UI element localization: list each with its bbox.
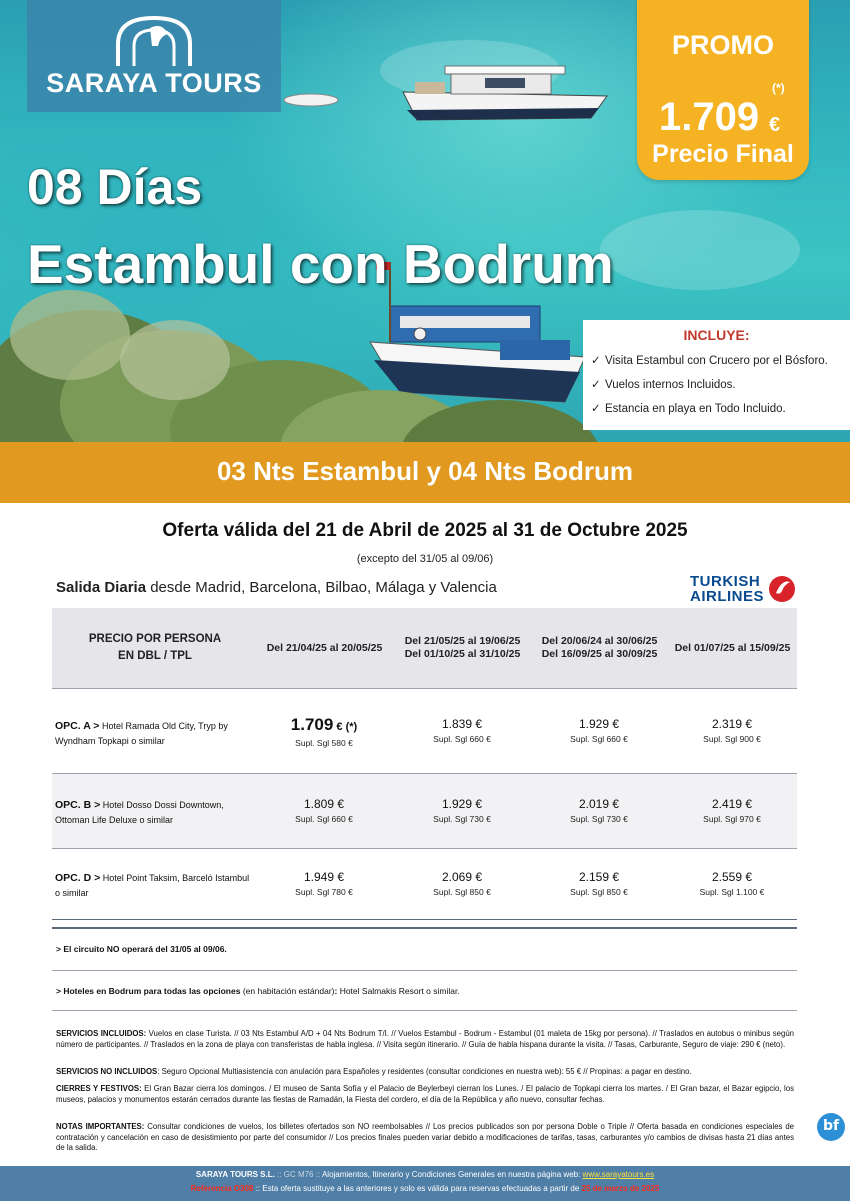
important-notes: NOTAS IMPORTANTES: Consultar condiciones de vuelos, los billetes ofertados son NO reembolsables // Los precios publicados son por persona Doble o Triple // Oferta basada en condiciones especiales de contratación y cancelación en caso de desistimiento por parte del consumidor // Los precios finales pueden variar debido a modificaciones de tarifas, tasas, carburantes y/o cambios de divisas hasta 21 días antes de la salida.: [56, 1122, 794, 1153]
check-icon: ✓: [591, 403, 601, 415]
option-hotels: OPC. B > Hotel Dosso Dossi Downtown, Ottoman Life Deluxe o similar: [55, 799, 224, 825]
header-period-3: Del 20/06/24 al 30/06/25 Del 16/09/25 al 30/09/25: [541, 635, 658, 660]
hero-image: [0, 0, 850, 442]
footer-line-2: Referencia O308 :: Esta oferta sustituye a las anteriores y solo es válida para reservas efectuadas a partir de 25 de marzo de 2025: [190, 1184, 660, 1193]
departure-info: Salida Diaria desde Madrid, Barcelona, Bilbao, Málaga y Valencia: [56, 579, 497, 596]
offer-validity: Oferta válida del 21 de Abril de 2025 al 31 de Octubre 2025: [162, 520, 688, 541]
forest-foreground: [0, 290, 680, 442]
check-icon: ✓: [591, 355, 601, 367]
price-cell: 2.069 € Supl. Sgl 850 €: [433, 870, 491, 897]
price-cell: 1.809 € Supl. Sgl 660 €: [295, 797, 353, 824]
boat-illustration: [395, 52, 615, 130]
airline-name-line2: AIRLINES: [690, 588, 765, 605]
includes-item: ✓ Visita Estambul con Crucero por el Bósforo.: [591, 355, 828, 367]
services-included: SERVICIOS INCLUIDOS: Vuelos en clase Turista. // 03 Nts Estambul A/D + 04 Nts Bodrum T/I. // Vuelos Estambul - Bodrum - Estambul (01 maleta de 15kg por persona). // Traslados en autobus o minibus según número de participantes. // Traslados en la zona de playa con transferistas de habla inglesa. // Visita según itinerario. // Guía de habla hispana durante la visita. // Tasas, Carburante, Seguro de viaje: 290 € (neto).: [56, 1029, 795, 1049]
circuit-note: > El circuito NO operará del 31/05 al 09/06.: [56, 944, 227, 954]
header-period-4: Del 01/07/25 al 15/09/25: [674, 641, 791, 654]
header-period-2: Del 21/05/25 al 19/06/25 Del 01/10/25 al 31/10/25: [404, 635, 521, 660]
water-highlight: [600, 210, 800, 290]
table-row: [52, 689, 797, 774]
option-hotels: OPC. D > Hotel Point Taksim, Barceló Istambul o similar: [55, 872, 250, 898]
nights-banner: [0, 442, 850, 503]
page-title-destination: Estambul con Bodrum: [27, 233, 614, 295]
price-cell: 2.019 € Supl. Sgl 730 €: [570, 797, 628, 824]
table-row: [52, 849, 797, 920]
promo-asterisk: (*): [772, 81, 785, 95]
table-row: [52, 774, 797, 849]
price-cell: 1.839 € Supl. Sgl 660 €: [433, 717, 491, 744]
promo-label: PROMO: [671, 30, 774, 60]
includes-heading: INCLUYE:: [683, 327, 750, 343]
dinghy-illustration: [282, 92, 340, 108]
promo-currency: €: [769, 114, 781, 136]
services-not-included: SERVICIOS NO INCLUIDOS: Seguro Opcional Multiasistencia con anulación para Españoles y residentes (consultar condiciones en nuestra web): 55 € // Propinas: a pagar en destino.: [56, 1067, 692, 1076]
header-period-1: Del 21/04/25 al 20/05/25: [266, 641, 383, 654]
price-cell: 1.709 € (*) Supl. Sgl 580 €: [290, 715, 358, 748]
bf-badge-icon: bf: [817, 1113, 845, 1141]
price-cell: 1.929 € Supl. Sgl 660 €: [570, 717, 628, 744]
footer: [0, 1166, 850, 1201]
promo-price-badge: [637, 0, 809, 180]
turkish-airlines-icon: [768, 575, 796, 603]
page-title-days: 08 Días: [27, 159, 203, 215]
divider: [52, 970, 797, 971]
price-cell: 1.929 € Supl. Sgl 730 €: [433, 797, 491, 824]
offer-exception: (excepto del 31/05 al 09/06): [356, 553, 494, 565]
footer-line-1: SARAYA TOURS S.L. :: GC M76 :: Alojamientos, Itinerario y Condiciones Generales en nuestra página web: www.saraya​tours.es: [195, 1170, 655, 1179]
turkish-airlines-logo: [690, 573, 800, 605]
airline-name-line1: TURKISH: [690, 573, 761, 590]
promo-final-label: Precio Final: [652, 140, 794, 168]
price-cell: 2.319 € Supl. Sgl 900 €: [703, 717, 761, 744]
divider: [52, 1010, 797, 1011]
option-hotels: OPC. A > Hotel Ramada Old City, Tryp by Wyndham Topkapi o similar: [55, 720, 228, 746]
brand-logo: [27, 0, 281, 112]
includes-item: ✓ Estancia en playa en Todo Incluido.: [591, 403, 786, 415]
promo-price: 1.709: [659, 95, 760, 139]
nights-banner-text: 03 Nts Estambul y 04 Nts Bodrum: [216, 456, 634, 486]
includes-box: [583, 320, 850, 430]
bodrum-hotels-note: > Hoteles en Bodrum para todas las opciones (en habitación estándar): Hotel Salmakis Resort o similar.: [56, 986, 460, 996]
divider: [52, 927, 797, 929]
website-link[interactable]: www.saraya​tours.es: [582, 1170, 655, 1179]
brand-name: SARAYA TOURS: [46, 68, 262, 98]
price-cell: 2.559 € Supl. Sgl 1.100 €: [699, 870, 765, 897]
price-table-header: [52, 608, 797, 689]
logo-arch-icon: [112, 14, 196, 68]
price-table: [52, 608, 797, 921]
closures-holidays: CIERRES Y FESTIVOS: El Gran Bazar cierra los domingos. / El museo de Santa Sofía y el Palacio de Beylerbeyi cierran los Lunes. / El palacio de Topkapi cierra los martes. / El Gran bazar, el Bazar egipcio, los museos, palacios y monumentos estarán cerrados durante las fiestas de Ramadán, la Fiesta del cordero, el día de la República y año nuevo, consultar fechas.: [56, 1084, 794, 1104]
price-cell: 2.419 € Supl. Sgl 970 €: [703, 797, 761, 824]
check-icon: ✓: [591, 379, 601, 391]
header-price-per-person: PRECIO POR PERSONA EN DBL / TPL: [88, 633, 222, 662]
price-cell: 1.949 € Supl. Sgl 780 €: [295, 870, 353, 897]
price-cell: 2.159 € Supl. Sgl 850 €: [570, 870, 628, 897]
includes-item: ✓ Vuelos internos Incluidos.: [591, 379, 736, 391]
